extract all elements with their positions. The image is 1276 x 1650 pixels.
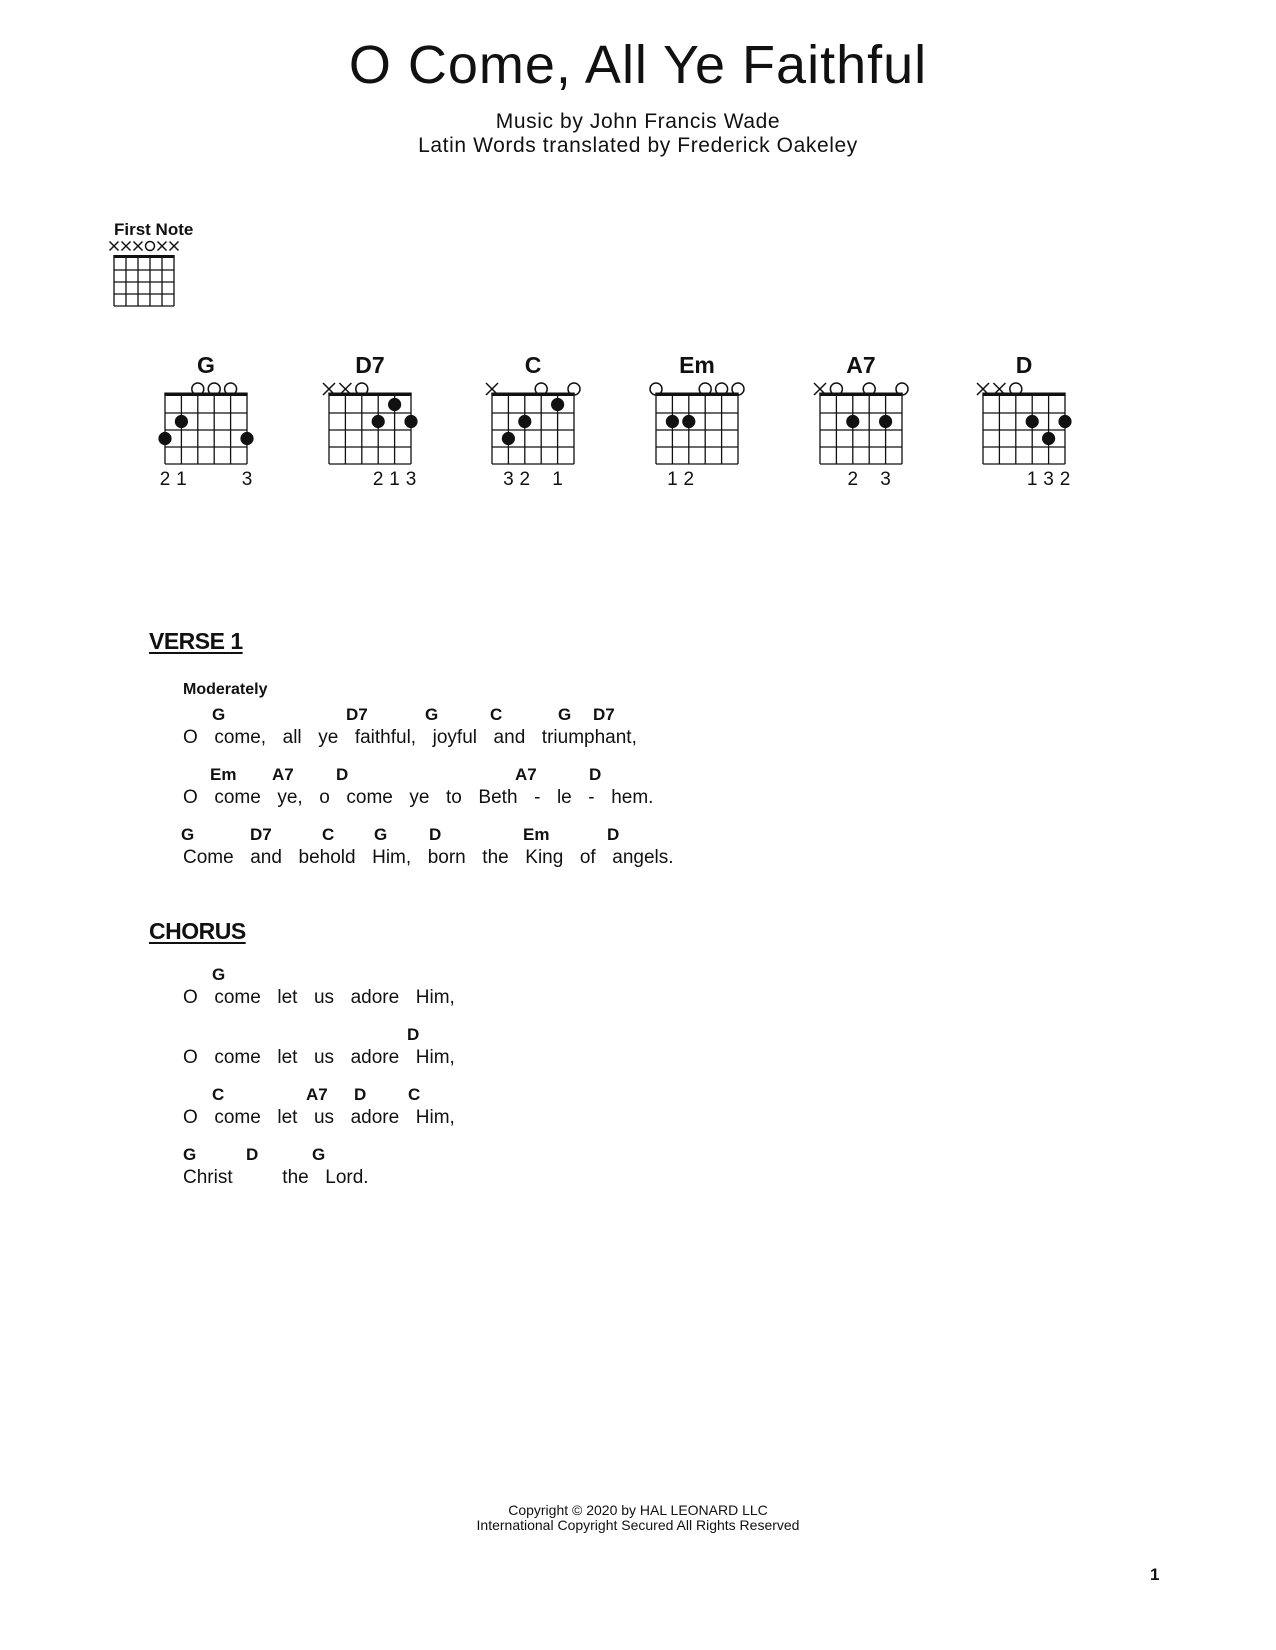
fretboard xyxy=(650,350,750,500)
chord-symbol: D xyxy=(407,1025,420,1044)
lyric-line xyxy=(0,1085,1276,1133)
chord-diagram-em xyxy=(650,350,750,500)
finger-dot xyxy=(682,415,695,428)
chord-symbol: Em xyxy=(523,825,550,844)
finger-number: 2 xyxy=(1059,469,1071,490)
chord-symbol: A7 xyxy=(272,765,294,784)
finger-number: 1 xyxy=(176,469,187,490)
chord-symbol: G xyxy=(212,705,226,724)
finger-dot xyxy=(551,398,564,411)
muted-string-marker xyxy=(110,242,119,251)
finger-dot xyxy=(666,415,679,428)
finger-number: 3 xyxy=(1043,469,1054,490)
chord-symbol: A7 xyxy=(515,765,537,784)
chord-symbol: D7 xyxy=(593,705,615,724)
lyric-line xyxy=(0,965,1276,1013)
song-title: O Come, All Ye Faithful xyxy=(348,35,928,95)
chord-name: G xyxy=(197,352,215,378)
finger-dot xyxy=(518,415,531,428)
chord-symbol: G xyxy=(183,1145,197,1164)
chord-symbol: G xyxy=(558,705,572,724)
chord-diagram-d xyxy=(977,350,1077,500)
finger-number: 3 xyxy=(880,469,891,490)
chord-symbol: C xyxy=(408,1085,421,1104)
chord-diagram-g xyxy=(159,350,259,500)
lyric-text: Come and behold Him, born the King of angels. xyxy=(183,847,674,868)
lyric-line xyxy=(0,825,1276,873)
nut xyxy=(113,255,174,258)
chord-symbol: D7 xyxy=(250,825,272,844)
nut xyxy=(164,393,247,397)
finger-dot xyxy=(372,415,385,428)
finger-dot xyxy=(846,415,859,428)
finger-number: 2 xyxy=(519,469,531,490)
lyrics-credit: Latin Words translated by Frederick Oakeley xyxy=(418,134,858,157)
finger-number: 3 xyxy=(503,469,514,490)
chord-symbol: D xyxy=(246,1145,259,1164)
finger-number: 3 xyxy=(405,469,417,490)
chord-name: A7 xyxy=(846,352,876,378)
chord-symbol: D xyxy=(336,765,349,784)
chord-symbol: D xyxy=(354,1085,367,1104)
fretboard xyxy=(486,350,586,500)
chord-name: D xyxy=(1015,352,1033,378)
chord-symbol: C xyxy=(490,705,503,724)
chord-symbol: D xyxy=(607,825,620,844)
fretboard xyxy=(323,350,423,500)
copyright-line: Copyright © 2020 by HAL LEONARD LLC xyxy=(508,1502,768,1518)
fretboard xyxy=(814,350,914,500)
page-number: 1 xyxy=(1150,1565,1160,1584)
nut xyxy=(982,393,1065,397)
lyric-line xyxy=(0,1025,1276,1073)
chord-symbol: D xyxy=(429,825,442,844)
lyric-text: O come ye, o come ye to Beth - le - hem. xyxy=(183,787,654,808)
chorus-heading: CHORUS xyxy=(149,918,246,944)
finger-dot xyxy=(879,415,892,428)
chord-symbol: Em xyxy=(210,765,237,784)
chord-symbol: D7 xyxy=(346,705,368,724)
finger-dot xyxy=(158,432,171,445)
first-note-diagram xyxy=(112,240,192,315)
chord-name: Em xyxy=(679,352,715,378)
lyric-text: Christ the Lord. xyxy=(183,1167,369,1188)
chord-symbol: G xyxy=(181,825,195,844)
chord-symbol: G xyxy=(212,965,226,984)
finger-number: 2 xyxy=(372,469,384,490)
finger-number: 1 xyxy=(667,469,678,490)
chord-symbol: G xyxy=(374,825,388,844)
tempo-marking: Moderately xyxy=(183,681,268,698)
finger-number: 2 xyxy=(847,469,859,490)
chord-name: C xyxy=(524,352,542,378)
chord-name: D7 xyxy=(355,352,385,378)
lyric-text: O come let us adore Him, xyxy=(183,987,455,1008)
chord-symbol: C xyxy=(322,825,335,844)
finger-dot xyxy=(1042,432,1055,445)
chord-symbol: C xyxy=(212,1085,225,1104)
first-note-label: First Note xyxy=(114,220,194,239)
nut xyxy=(655,393,738,397)
finger-dot xyxy=(388,398,401,411)
lyric-line xyxy=(0,765,1276,813)
muted-string-marker xyxy=(134,242,143,251)
lyric-line xyxy=(0,705,1276,753)
finger-number: 3 xyxy=(241,469,253,490)
finger-dot xyxy=(404,415,417,428)
lyric-text: O come, all ye faithful, joyful and triumphant, xyxy=(183,727,637,748)
lyric-text: O come let us adore Him, xyxy=(183,1107,455,1128)
chord-symbol: D xyxy=(589,765,602,784)
chord-symbol: A7 xyxy=(306,1085,328,1104)
muted-string-marker xyxy=(170,242,179,251)
fretboard xyxy=(977,350,1077,500)
muted-string-marker xyxy=(122,242,131,251)
chord-diagram-a7 xyxy=(814,350,914,500)
finger-number: 1 xyxy=(1026,469,1038,490)
nut xyxy=(819,393,902,397)
finger-dot xyxy=(240,432,253,445)
finger-number: 2 xyxy=(683,469,695,490)
chord-diagram-d7 xyxy=(323,350,423,500)
open-string-marker xyxy=(146,242,155,251)
muted-string-marker xyxy=(158,242,167,251)
fretboard xyxy=(159,350,259,500)
finger-dot xyxy=(502,432,515,445)
verse-1-heading: VERSE 1 xyxy=(149,628,243,654)
chord-diagram-c xyxy=(486,350,586,500)
finger-number: 1 xyxy=(552,469,563,490)
finger-dot xyxy=(1026,415,1039,428)
lyric-text: O come let us adore Him, xyxy=(183,1047,455,1068)
nut xyxy=(328,393,411,397)
chord-symbol: G xyxy=(312,1145,326,1164)
finger-number: 2 xyxy=(159,469,171,490)
finger-number: 1 xyxy=(389,469,400,490)
lyric-line xyxy=(0,1145,1276,1193)
nut xyxy=(491,393,574,397)
rights-line: International Copyright Secured All Rights Reserved xyxy=(476,1517,800,1533)
chord-symbol: G xyxy=(425,705,439,724)
finger-dot xyxy=(1058,415,1071,428)
finger-dot xyxy=(175,415,188,428)
music-credit: Music by John Francis Wade xyxy=(495,110,781,133)
